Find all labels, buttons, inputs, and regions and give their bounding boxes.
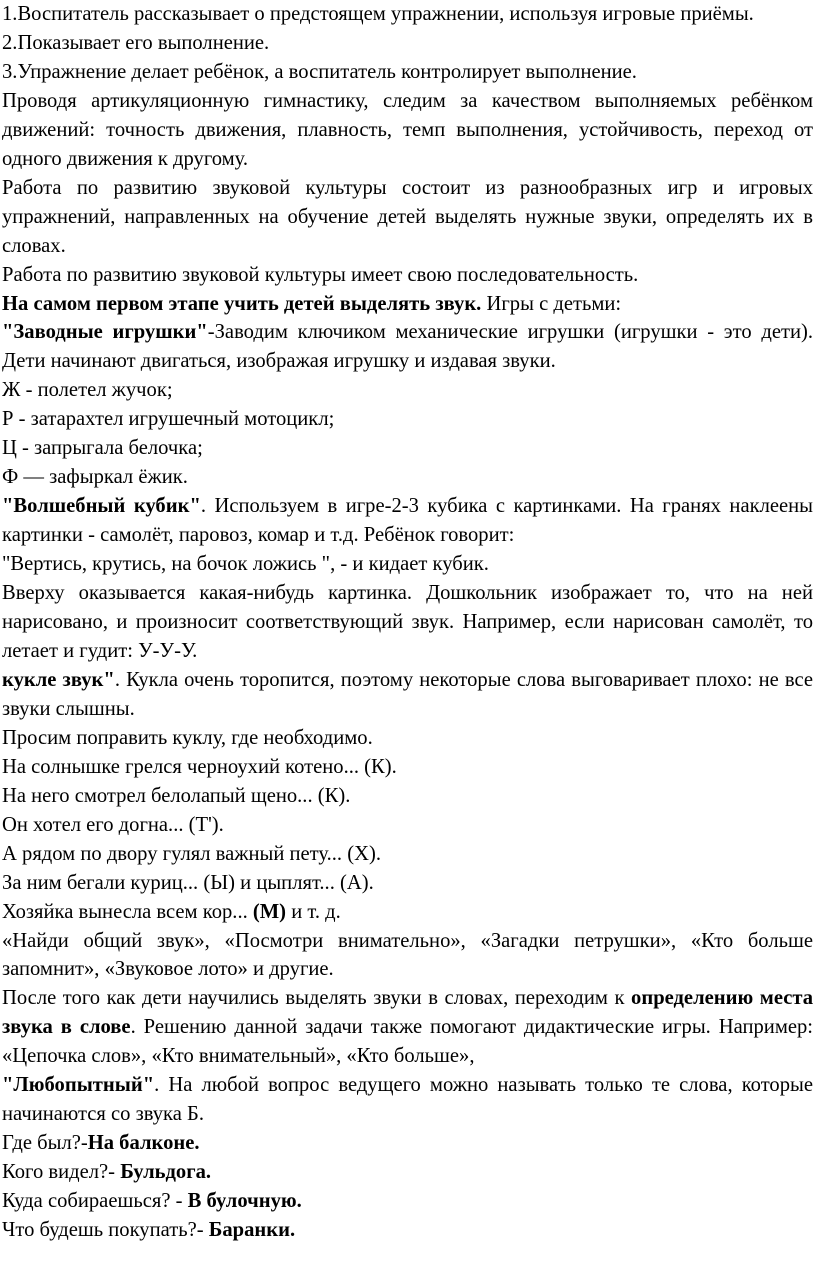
paragraph-gymnastics: Проводя артикуляционную гимнастику, следим за качеством выполняемых ребёнком движений: точность движения, плавность, темп выполнения, устойчивость, переход от одного движения к другому. xyxy=(2,89,813,170)
paragraph-sound-place xyxy=(2,984,813,1071)
paragraph-step-3: 3.Упражнение делает ребёнок, а воспитатель контролирует выполнение. xyxy=(2,60,637,83)
stage-1-rest: Игры с детьми: xyxy=(481,292,622,315)
curious-text: . На любой вопрос ведущего можно называть только те слова, которые начинаются со звука Б. xyxy=(2,1074,813,1126)
hostess-post: и т. д. xyxy=(286,900,341,923)
toys-title: "Заводные игрушки" xyxy=(2,321,208,344)
qa-line xyxy=(2,1187,813,1216)
curious-title: "Любопытный" xyxy=(2,1074,155,1097)
qa-answer: Баранки. xyxy=(208,1219,296,1242)
qa-answer: В булочную. xyxy=(187,1190,302,1213)
paragraph-toys xyxy=(2,318,813,376)
toy-line: Ж - полетел жучок; xyxy=(2,379,173,402)
place-post: . Решению данной задачи также помогают дидактические игры. Например: «Цепочка слов», «Кто внимательный», «Кто больше», xyxy=(2,1016,814,1068)
paragraph-step-2: 2.Показывает его выполнение. xyxy=(2,31,270,54)
cube-title: "Волшебный кубик" xyxy=(2,495,201,518)
qa-line xyxy=(2,1129,813,1158)
qa-answer: Бульдога. xyxy=(120,1161,212,1184)
place-pre: После того как дети научились выделять звуки в словах, переходим к xyxy=(2,987,632,1010)
paragraph-cube-result: Вверху оказывается какая-нибудь картинка. Дошкольник изображает то, что на ней нарисовано, и произносит соответствующий звук. Например, если нарисован самолёт, то летает и гудит: У-У-У. xyxy=(2,582,813,662)
place-bold: определению места звука в слове xyxy=(2,987,814,1039)
stage-1-bold: На самом первом этапе учить детей выделять звук. xyxy=(2,292,482,315)
doll-line: За ним бегали куриц... (Ы) и цыплят... (А). xyxy=(2,871,374,894)
doll-line: На солнышке грелся черноухий котено... (К). xyxy=(2,755,397,778)
qa-line xyxy=(2,1158,813,1187)
doll-line: А рядом по двору гулял важный пету... (Х). xyxy=(2,842,381,865)
qa-question: Что будешь покупать?- xyxy=(2,1219,209,1242)
toy-line: Р - затарахтел игрушечный мотоцикл; xyxy=(2,408,335,431)
paragraph-step-1: 1.Воспитатель рассказывает о предстоящем упражнении, используя игровые приёмы. xyxy=(2,3,754,25)
toy-line: Ф — зафыркал ёжик. xyxy=(2,466,188,489)
cube-text: . Используем в игре-2-3 кубика с картинками. На гранях наклеены картинки - самолёт, паровоз, комар и т.д. Ребёнок говорит: xyxy=(2,495,814,547)
paragraph-cube xyxy=(2,492,813,550)
hostess-pre: Хозяйка вынесла всем кор... xyxy=(2,900,253,923)
qa-question: Куда собираешься? - xyxy=(2,1190,188,1213)
toy-line: Ц - запрыгала белочка; xyxy=(2,437,203,460)
qa-answer: На балконе. xyxy=(87,1132,200,1155)
toys-text: -Заводим ключиком механические игрушки (игрушки - это дети). Дети начинают двигаться, изображая игрушку и издавая звуки. xyxy=(2,321,813,373)
qa-question: Кого видел?- xyxy=(2,1161,121,1184)
hostess-bold: (М) xyxy=(252,900,287,923)
paragraph-stage-1 xyxy=(2,290,813,319)
doll-line: Он хотел его догна... (Т'). xyxy=(2,813,224,836)
paragraph-cube-rhyme: "Вертись, крутись, на бочок ложись ", - и кидает кубик. xyxy=(2,553,489,576)
qa-question: Где был?- xyxy=(2,1132,88,1155)
doll-title: кукле звук" xyxy=(2,668,115,691)
paragraph-hostess xyxy=(2,898,813,927)
doll-text: . Кукла очень торопится, поэтому некоторые слова выговаривает плохо: не все звуки слышны. xyxy=(2,668,813,720)
doll-line: На него смотрел белолапый щено... (К). xyxy=(2,784,351,807)
doll-line: Просим поправить куклу, где необходимо. xyxy=(2,726,373,749)
paragraph-sequence: Работа по развитию звуковой культуры имеет свою последовательность. xyxy=(2,263,639,286)
qa-line xyxy=(2,1216,813,1245)
paragraph-games-list: «Найди общий звук», «Посмотри внимательно», «Загадки петрушки», «Кто больше запомнит», «Звуковое лото» и другие. xyxy=(2,929,813,981)
paragraph-curious xyxy=(2,1071,813,1129)
paragraph-doll xyxy=(2,666,813,724)
paragraph-culture-work: Работа по развитию звуковой культуры состоит из разнообразных игр и игровых упражнений, направленных на обучение детей выделять нужные звуки, определять их в словах. xyxy=(2,176,813,257)
